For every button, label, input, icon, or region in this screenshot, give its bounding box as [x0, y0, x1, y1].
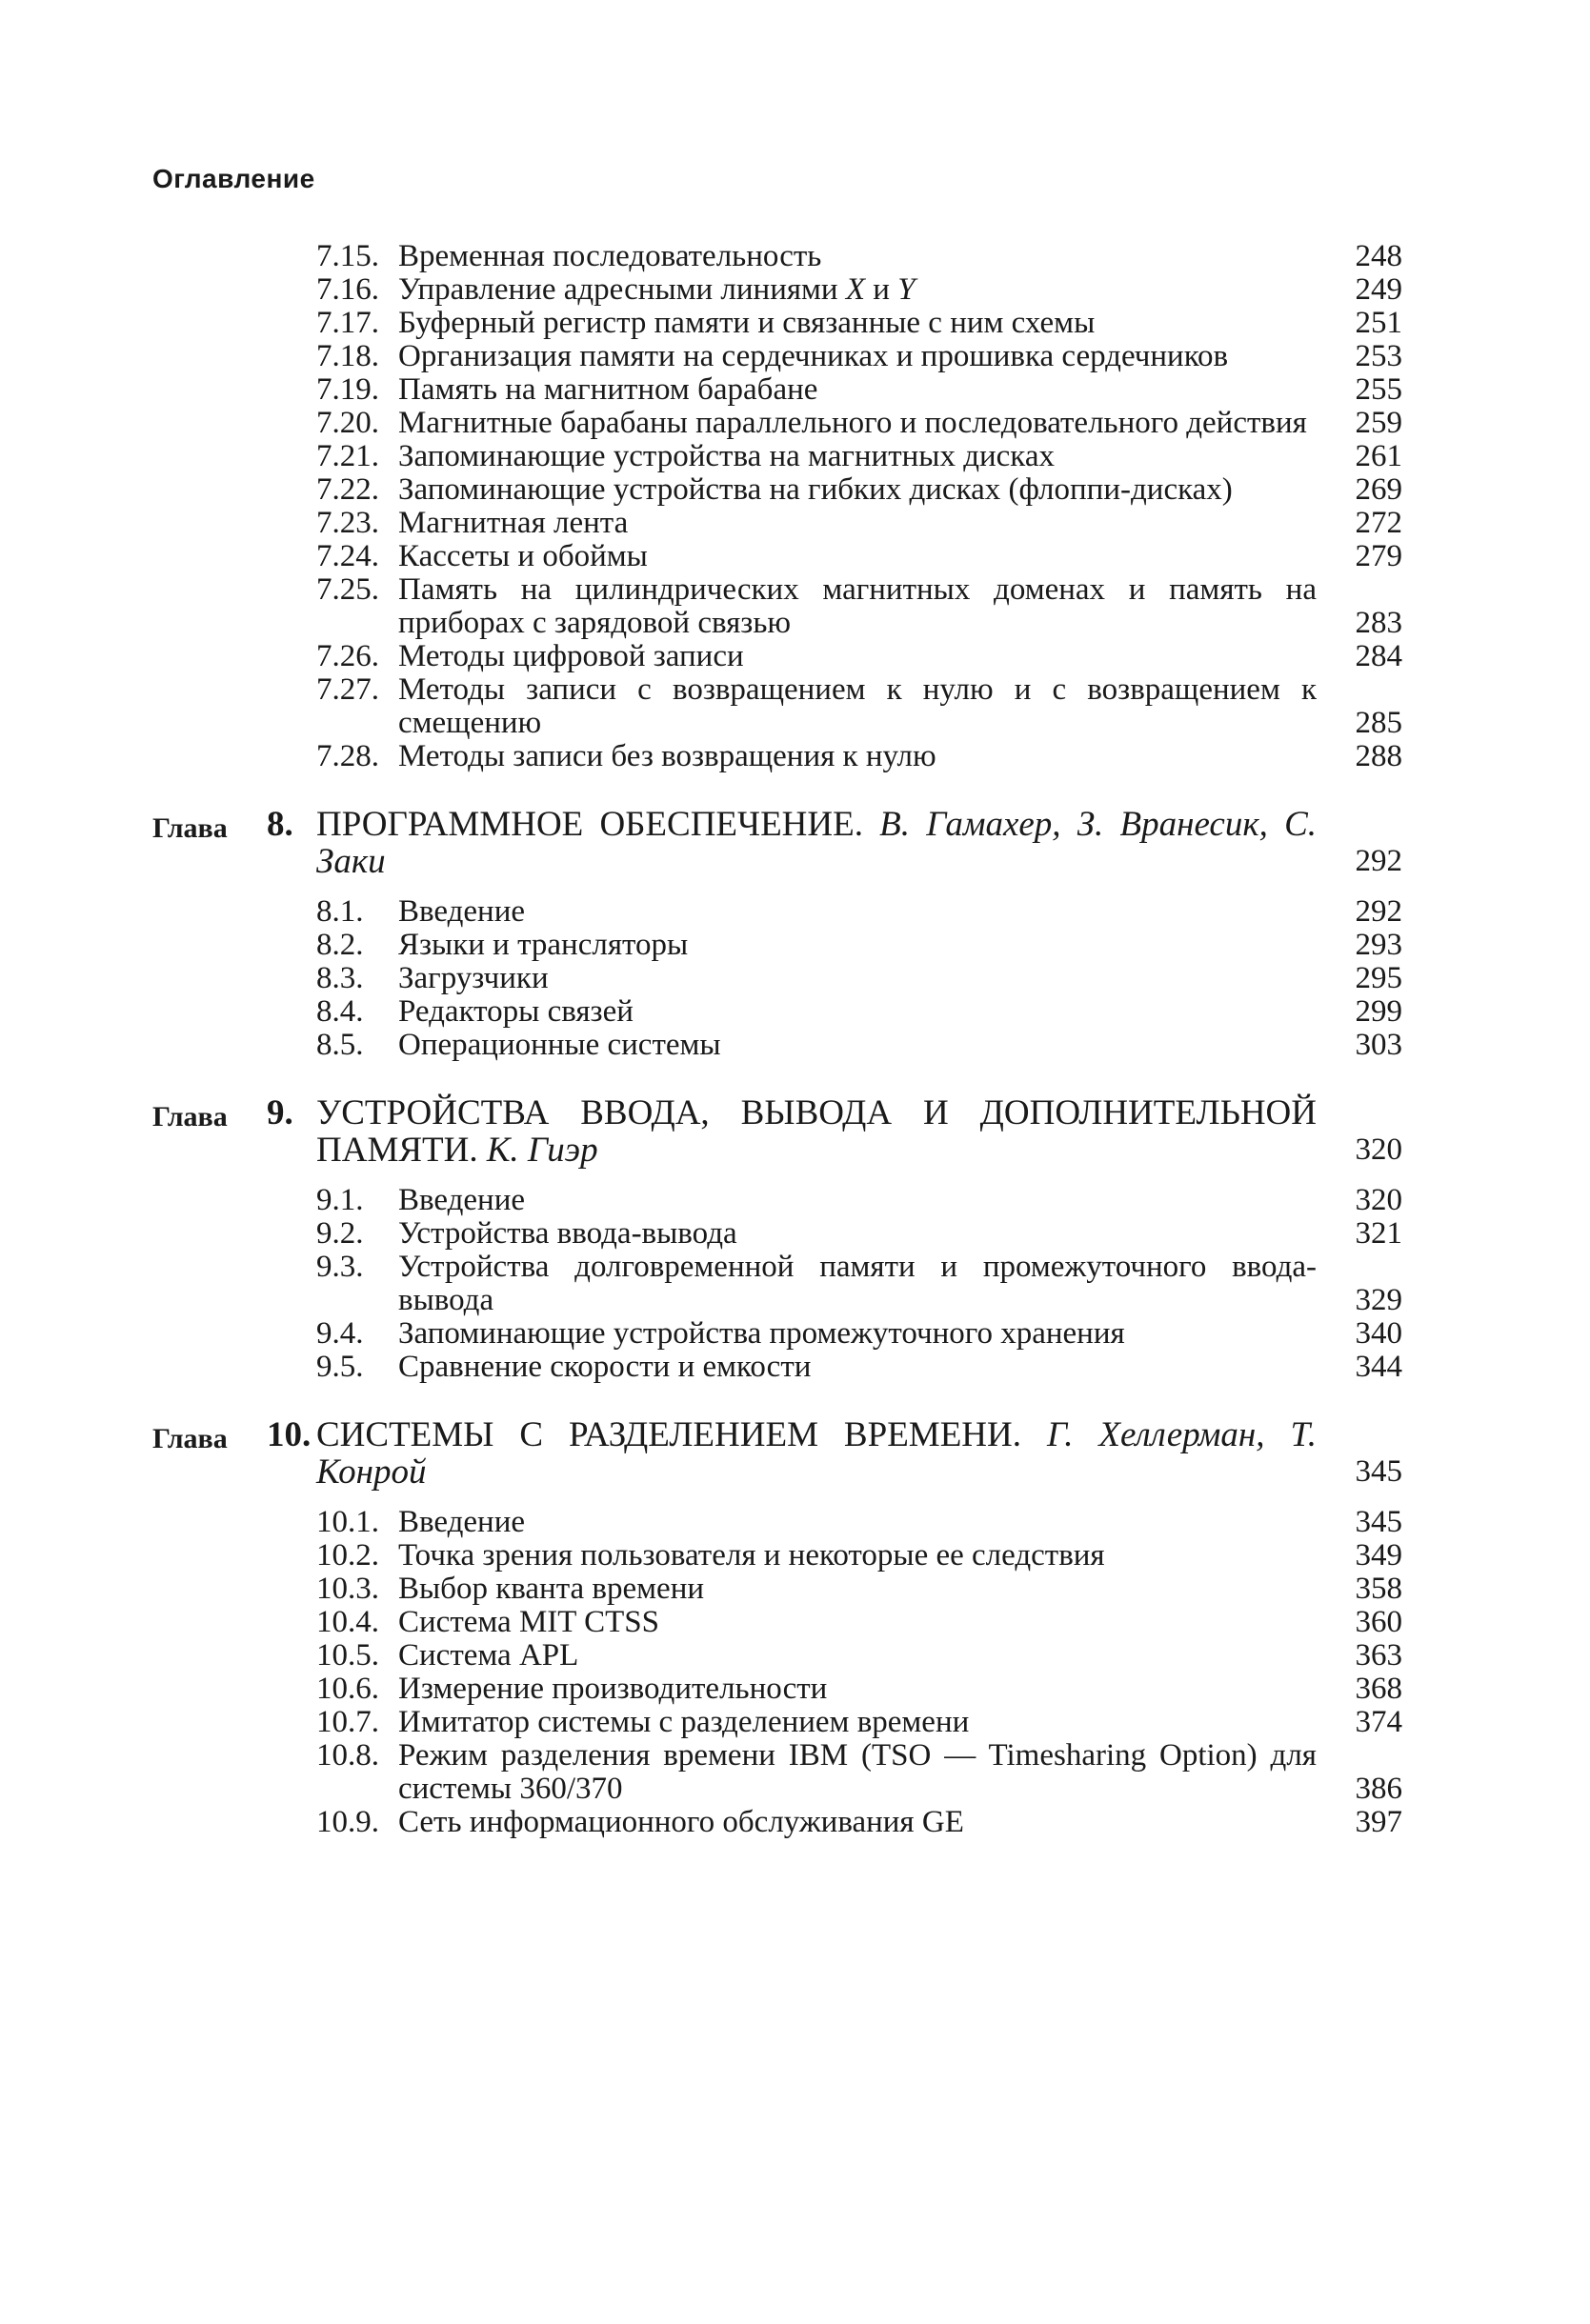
page-number: 329 [1355, 1283, 1402, 1317]
page-number: 360 [1355, 1605, 1402, 1639]
section-title: Методы записи без возвращения к нулю [398, 739, 936, 773]
toc-entry [316, 740, 1402, 773]
section-title: Запоминающие устройства на магнитных дисках [398, 439, 1055, 473]
section-title: Память на магнитном барабане [398, 372, 818, 407]
chapter-label: Глава [152, 812, 228, 844]
toc-entry [316, 1606, 1402, 1639]
section-number: 8.5. [316, 1028, 364, 1062]
section-title: Языки и трансляторы [398, 928, 689, 962]
page-number: 251 [1355, 306, 1402, 340]
toc-entry [316, 1573, 1402, 1606]
section-number: 7.25. [316, 572, 379, 607]
toc-entry [316, 962, 1402, 995]
toc-entry [316, 1184, 1402, 1217]
page-number: 303 [1355, 1028, 1402, 1062]
toc-entry [316, 1317, 1402, 1351]
section-number: 10.2. [316, 1538, 379, 1573]
toc-entry [316, 540, 1402, 573]
section-number: 8.2. [316, 928, 364, 962]
chapter-title: ПРОГРАММНОЕ ОБЕСПЕЧЕНИЕ. В. Гамахер, З. Вранесик, С. Заки [316, 805, 1317, 881]
table-of-contents [152, 240, 1402, 1839]
toc-entry [316, 340, 1402, 373]
chapter-heading [152, 1416, 1402, 1491]
section-number: 7.19. [316, 372, 379, 407]
section-title: Введение [398, 1183, 526, 1217]
page-number: 321 [1355, 1216, 1402, 1251]
page-number: 358 [1355, 1572, 1402, 1606]
page-number: 248 [1355, 239, 1402, 273]
toc-entry [316, 507, 1402, 540]
toc-entry [316, 673, 1402, 740]
page-number: 363 [1355, 1638, 1402, 1673]
section-number: 7.17. [316, 306, 379, 340]
section-number: 8.1. [316, 894, 364, 929]
section-number: 10.3. [316, 1572, 379, 1606]
section-title: Временная последовательность [398, 239, 822, 273]
section-title: Запоминающие устройства промежуточного хранения [398, 1316, 1125, 1351]
chapter-title: УСТРОЙСТВА ВВОДА, ВЫВОДА И ДОПОЛНИТЕЛЬНОЙ ПАМЯТИ. К. Гиэр [316, 1093, 1317, 1170]
page-number: 397 [1355, 1805, 1402, 1839]
section-title: Редакторы связей [398, 994, 634, 1029]
section-number: 9.5. [316, 1350, 364, 1384]
chapter-label: Глава [152, 1101, 228, 1132]
section-title: Память на цилиндрических магнитных доменах и память на приборах с зарядовой связью [398, 572, 1317, 640]
section-title: Магнитные барабаны параллельного и последовательного действия [398, 406, 1307, 440]
section-number: 7.27. [316, 672, 379, 707]
page-number: 253 [1355, 339, 1402, 373]
section-number: 10.1. [316, 1505, 379, 1539]
page-number: 279 [1355, 539, 1402, 573]
section-number: 10.9. [316, 1805, 379, 1839]
section-title: Магнитная лента [398, 506, 629, 540]
section-title: Выбор кванта времени [398, 1572, 705, 1606]
page-number: 249 [1355, 272, 1402, 307]
section-title: Буферный регистр памяти и связанные с ним схемы [398, 306, 1096, 340]
section-number: 8.4. [316, 994, 364, 1029]
toc-entry [316, 1673, 1402, 1706]
toc-entry [316, 1217, 1402, 1251]
section-number: 7.26. [316, 639, 379, 673]
page-number: 292 [1355, 844, 1402, 878]
section-title: Управление адресными линиями X и Y [398, 272, 916, 307]
toc-entry [316, 1739, 1402, 1806]
section-number: 7.15. [316, 239, 379, 273]
chapter-label: Глава [152, 1423, 228, 1454]
section-number: 9.1. [316, 1183, 364, 1217]
section-title: Система MIT CTSS [398, 1605, 659, 1639]
section-number: 10.5. [316, 1638, 379, 1673]
section-number: 10.7. [316, 1705, 379, 1739]
chapter-number: 8. [267, 805, 293, 844]
section-number: 7.22. [316, 472, 379, 507]
page-number: 299 [1355, 994, 1402, 1029]
toc-entry [316, 307, 1402, 340]
section-number: 7.24. [316, 539, 379, 573]
chapter-authors: Г. Хеллерман, Т. Конрой [316, 1415, 1317, 1492]
toc-entry [316, 995, 1402, 1029]
toc-entry [316, 1639, 1402, 1673]
section-title: Введение [398, 1505, 526, 1539]
section-title: Сравнение скорости и емкости [398, 1350, 812, 1384]
toc-entry [316, 273, 1402, 307]
toc-entry [316, 1029, 1402, 1062]
toc-entry [316, 895, 1402, 929]
section-number: 7.18. [316, 339, 379, 373]
page-number: 345 [1355, 1505, 1402, 1539]
section-title: Сеть информационного обслуживания GE [398, 1805, 964, 1839]
section-number: 9.3. [316, 1250, 364, 1284]
page-number: 259 [1355, 406, 1402, 440]
section-number: 10.6. [316, 1672, 379, 1706]
toc-entry [316, 1506, 1402, 1539]
page-number: 340 [1355, 1316, 1402, 1351]
toc-entry [316, 1806, 1402, 1839]
section-title: Режим разделения времени IBM (TSO — Timesharing Option) для системы 360/370 [398, 1738, 1317, 1806]
page-number: 293 [1355, 928, 1402, 962]
section-title: Устройства долговременной памяти и промежуточного ввода-вывода [398, 1250, 1317, 1317]
page-number: 288 [1355, 739, 1402, 773]
toc-entry [316, 440, 1402, 473]
chapter-number: 9. [267, 1093, 293, 1132]
toc-entry [316, 1539, 1402, 1573]
chapter-authors: В. Гамахер, З. Вранесик, С. Заки [316, 805, 1317, 881]
section-title: Методы записи с возвращением к нулю и с возвращением к смещению [398, 672, 1317, 740]
page-number: 344 [1355, 1350, 1402, 1384]
toc-entry [316, 240, 1402, 273]
page-number: 320 [1355, 1132, 1402, 1167]
chapter-title: СИСТЕМЫ С РАЗДЕЛЕНИЕМ ВРЕМЕНИ. Г. Хеллерман, Т. Конрой [316, 1415, 1317, 1492]
section-title: Измерение производительности [398, 1672, 828, 1706]
section-number: 9.4. [316, 1316, 364, 1351]
section-number: 8.3. [316, 961, 364, 995]
toc-entry [316, 929, 1402, 962]
page-number: 349 [1355, 1538, 1402, 1573]
section-number: 7.28. [316, 739, 379, 773]
section-number: 7.21. [316, 439, 379, 473]
page-number: 283 [1355, 606, 1402, 640]
toc-entry [316, 407, 1402, 440]
page-number: 374 [1355, 1705, 1402, 1739]
page-number: 285 [1355, 706, 1402, 740]
section-title: Методы цифровой записи [398, 639, 744, 673]
chapter-heading [152, 1094, 1402, 1169]
page-number: 386 [1355, 1772, 1402, 1806]
page-number: 368 [1355, 1672, 1402, 1706]
section-title: Загрузчики [398, 961, 549, 995]
toc-entry [316, 1251, 1402, 1317]
page-number: 261 [1355, 439, 1402, 473]
section-number: 7.23. [316, 506, 379, 540]
chapter-authors: К. Гиэр [486, 1131, 598, 1170]
section-title: Устройства ввода-вывода [398, 1216, 737, 1251]
section-title: Операционные системы [398, 1028, 721, 1062]
section-number: 10.8. [316, 1738, 379, 1773]
page-number: 295 [1355, 961, 1402, 995]
toc-entry [316, 1351, 1402, 1384]
page-number: 292 [1355, 894, 1402, 929]
section-number: 9.2. [316, 1216, 364, 1251]
page-number: 255 [1355, 372, 1402, 407]
page-number: 272 [1355, 506, 1402, 540]
page-number: 345 [1355, 1454, 1402, 1489]
section-number: 7.16. [316, 272, 379, 307]
toc-entry [316, 1706, 1402, 1739]
page-number: 320 [1355, 1183, 1402, 1217]
chapter-heading [152, 806, 1402, 880]
section-title: Система APL [398, 1638, 579, 1673]
toc-entry [316, 573, 1402, 640]
section-title: Кассеты и обоймы [398, 539, 648, 573]
page-number: 284 [1355, 639, 1402, 673]
section-title: Запоминающие устройства на гибких дисках (флоппи-дисках) [398, 472, 1233, 507]
section-number: 10.4. [316, 1605, 379, 1639]
chapter-number: 10. [267, 1415, 312, 1454]
section-number: 7.20. [316, 406, 379, 440]
section-title: Точка зрения пользователя и некоторые ее следствия [398, 1538, 1105, 1573]
running-head: Оглавление [152, 164, 315, 193]
toc-entry [316, 473, 1402, 507]
page-number: 269 [1355, 472, 1402, 507]
toc-entry [316, 373, 1402, 407]
section-title: Имитатор системы с разделением времени [398, 1705, 970, 1739]
section-title: Организация памяти на сердечниках и прошивка сердечников [398, 339, 1229, 373]
toc-entry [316, 640, 1402, 673]
section-title: Введение [398, 894, 526, 929]
